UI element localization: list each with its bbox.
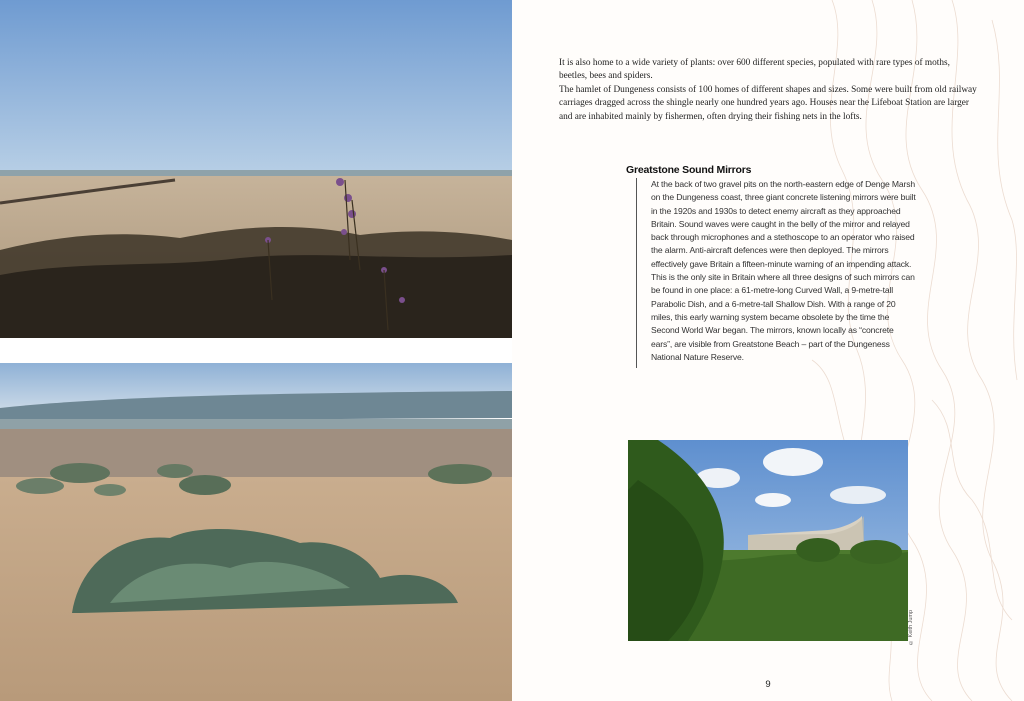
intro-text [559,57,979,124]
shingle-beach-photo [0,0,512,338]
sound-mirror-image [628,440,908,641]
sea-kale-beach-photo [0,363,512,701]
sidebar-paragraph-designs: This is the only site in Britain where all three designs of such mirrors can be found in one place: a 61-metre-long Curved Wall, a 9-metre-tall Parabolic Dish, and a 6-metre-tall Shallow Dish. With a range of 20 miles, this early warning system became obsolete by the time the Second World War began. The mirrors, known locally as “concrete ears”, are visible from Greatstone Beach – part of the Dungeness National Nature Reserve. [651,272,915,362]
right-page [512,0,1024,701]
sound-mirrors-sidebar [626,164,916,368]
photo-credit: © Keith Jump [908,609,914,645]
sidebar-paragraph-history: At the back of two gravel pits on the north-eastern edge of Denge Marsh on the Dungeness coast, three giant concrete listening mirrors were built in the 1920s and 1930s to detect enemy aircraft as they approached Britain. Sound waves were caught in the belly of the mirror and relayed back through microphones and a stethoscope to an operator who raised the alarm. Anti-aircraft defences were then deployed. The mirrors effectively gave Britain a fifteen-minute warning of an impending attack. [651,179,916,269]
sound-mirror-photo [628,440,908,641]
sidebar-heading: Greatstone Sound Mirrors [626,164,752,176]
intro-paragraph-plants: It is also home to a wide variety of plants: over 600 different species, populated with rare types of moths, beetles, bees and spiders. [559,58,950,82]
page-number: 9 [765,679,771,690]
sidebar-body [636,178,916,368]
shingle-beach-image [0,0,512,338]
intro-paragraph-hamlet: The hamlet of Dungeness consists of 100 homes of different shapes and sizes. Some were built from old railway carriages dragged across the shingle nearly one hundred years ago. Houses near the Lifeboat Station are larger and are inhabited mainly by fishermen, often drying their fishing nets in the lofts. [559,84,977,122]
sea-kale-beach-image [0,363,512,701]
